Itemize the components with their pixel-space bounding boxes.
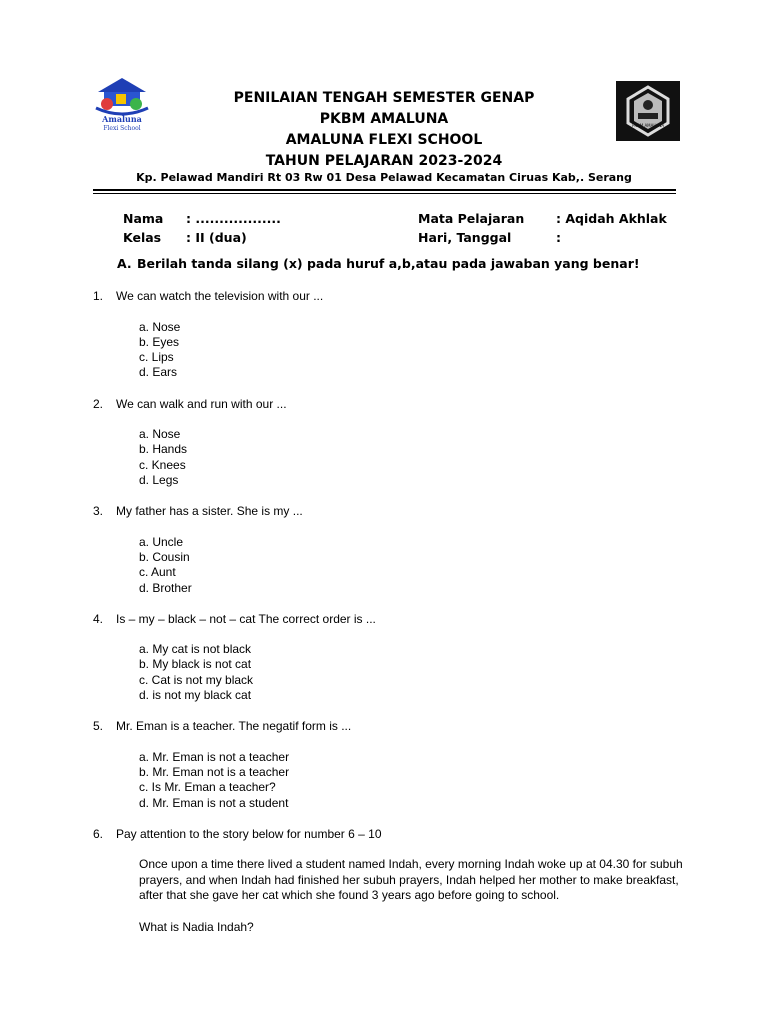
nama-value: : .................. xyxy=(186,211,281,226)
exam-title: PENILAIAN TENGAH SEMESTER GENAP xyxy=(233,90,535,106)
kelas-label: Kelas xyxy=(123,230,162,245)
question-number: 6. xyxy=(93,827,104,841)
kelas-value: : II (dua) xyxy=(186,230,247,245)
instruction-text: Berilah tanda silang (x) pada huruf a,b,atau pada jawaban yang benar! xyxy=(137,256,640,271)
institution-name: PKBM AMALUNA xyxy=(319,111,449,127)
question-number: 3. xyxy=(93,504,104,518)
header-divider xyxy=(93,189,676,191)
logo-left-text-1: Amaluna xyxy=(102,114,142,124)
question-text: We can walk and run with our ... xyxy=(116,397,287,411)
question-text: We can watch the television with our ... xyxy=(116,289,324,303)
story-line: prayers, and when Indah had finished her subuh prayers, Indah helped her mother to make breakfast, xyxy=(139,872,679,887)
answer-option: d. Brother xyxy=(139,581,192,595)
answer-option: d. Legs xyxy=(139,473,179,487)
school-address: Kp. Pelawad Mandiri Rt 03 Rw 01 Desa Pelawad Kecamatan Ciruas Kab,. Serang xyxy=(136,171,632,184)
question-text: Is – my – black – not – cat The correct order is ... xyxy=(116,612,376,626)
logo-right-text: PKBM AMALUNA xyxy=(631,123,665,128)
story-line: after that she gave her cat which she found 3 years ago before going to school. xyxy=(139,888,560,902)
answer-option: b. Cousin xyxy=(139,550,190,564)
answer-option: a. Nose xyxy=(139,320,181,334)
story-line: Once upon a time there lived a student named Indah, every morning Indah woke up at 04.30 for subuh xyxy=(139,857,683,871)
answer-option: d. Ears xyxy=(139,365,178,379)
question-number: 1. xyxy=(93,289,104,303)
answer-option: c. Knees xyxy=(139,458,186,472)
header-divider-thin xyxy=(93,193,676,194)
question-number: 5. xyxy=(93,719,104,733)
question-text: Mr. Eman is a teacher. The negatif form is ... xyxy=(116,719,352,733)
mapel-value: : Aqidah Akhlak xyxy=(556,211,667,226)
question-number: 4. xyxy=(93,612,104,626)
answer-option: b. Mr. Eman not is a teacher xyxy=(139,765,290,779)
answer-option: c. Is Mr. Eman a teacher? xyxy=(139,780,276,794)
answer-option: a. Nose xyxy=(139,427,181,441)
answer-option: c. Aunt xyxy=(139,565,176,579)
hari-value: : xyxy=(556,230,561,245)
section-instruction xyxy=(117,256,640,271)
mapel-label: Mata Pelajaran xyxy=(418,211,525,226)
question-text: Pay attention to the story below for number 6 – 10 xyxy=(116,827,382,841)
story-question: What is Nadia Indah? xyxy=(139,920,254,934)
school-name: AMALUNA FLEXI SCHOOL xyxy=(285,132,483,148)
question-number: 2. xyxy=(93,397,104,411)
answer-option: a. Uncle xyxy=(139,535,184,549)
answer-option: c. Cat is not my black xyxy=(139,673,254,687)
answer-option: d. is not my black cat xyxy=(139,688,252,702)
answer-option: b. Eyes xyxy=(139,335,180,349)
section-letter: A. xyxy=(117,256,132,271)
academic-year: TAHUN PELAJARAN 2023-2024 xyxy=(265,153,503,169)
logo-left-text-2: Flexi School xyxy=(103,125,141,132)
answer-option: b. Hands xyxy=(139,442,188,456)
answer-option: b. My black is not cat xyxy=(139,657,252,671)
hari-label: Hari, Tanggal xyxy=(418,230,512,245)
answer-option: c. Lips xyxy=(139,350,174,364)
question-text: My father has a sister. She is my ... xyxy=(116,504,303,518)
answer-option: d. Mr. Eman is not a student xyxy=(139,796,289,810)
nama-label: Nama xyxy=(123,211,164,226)
answer-option: a. Mr. Eman is not a teacher xyxy=(139,750,290,764)
answer-option: a. My cat is not black xyxy=(139,642,252,656)
story-paragraph xyxy=(139,857,699,904)
